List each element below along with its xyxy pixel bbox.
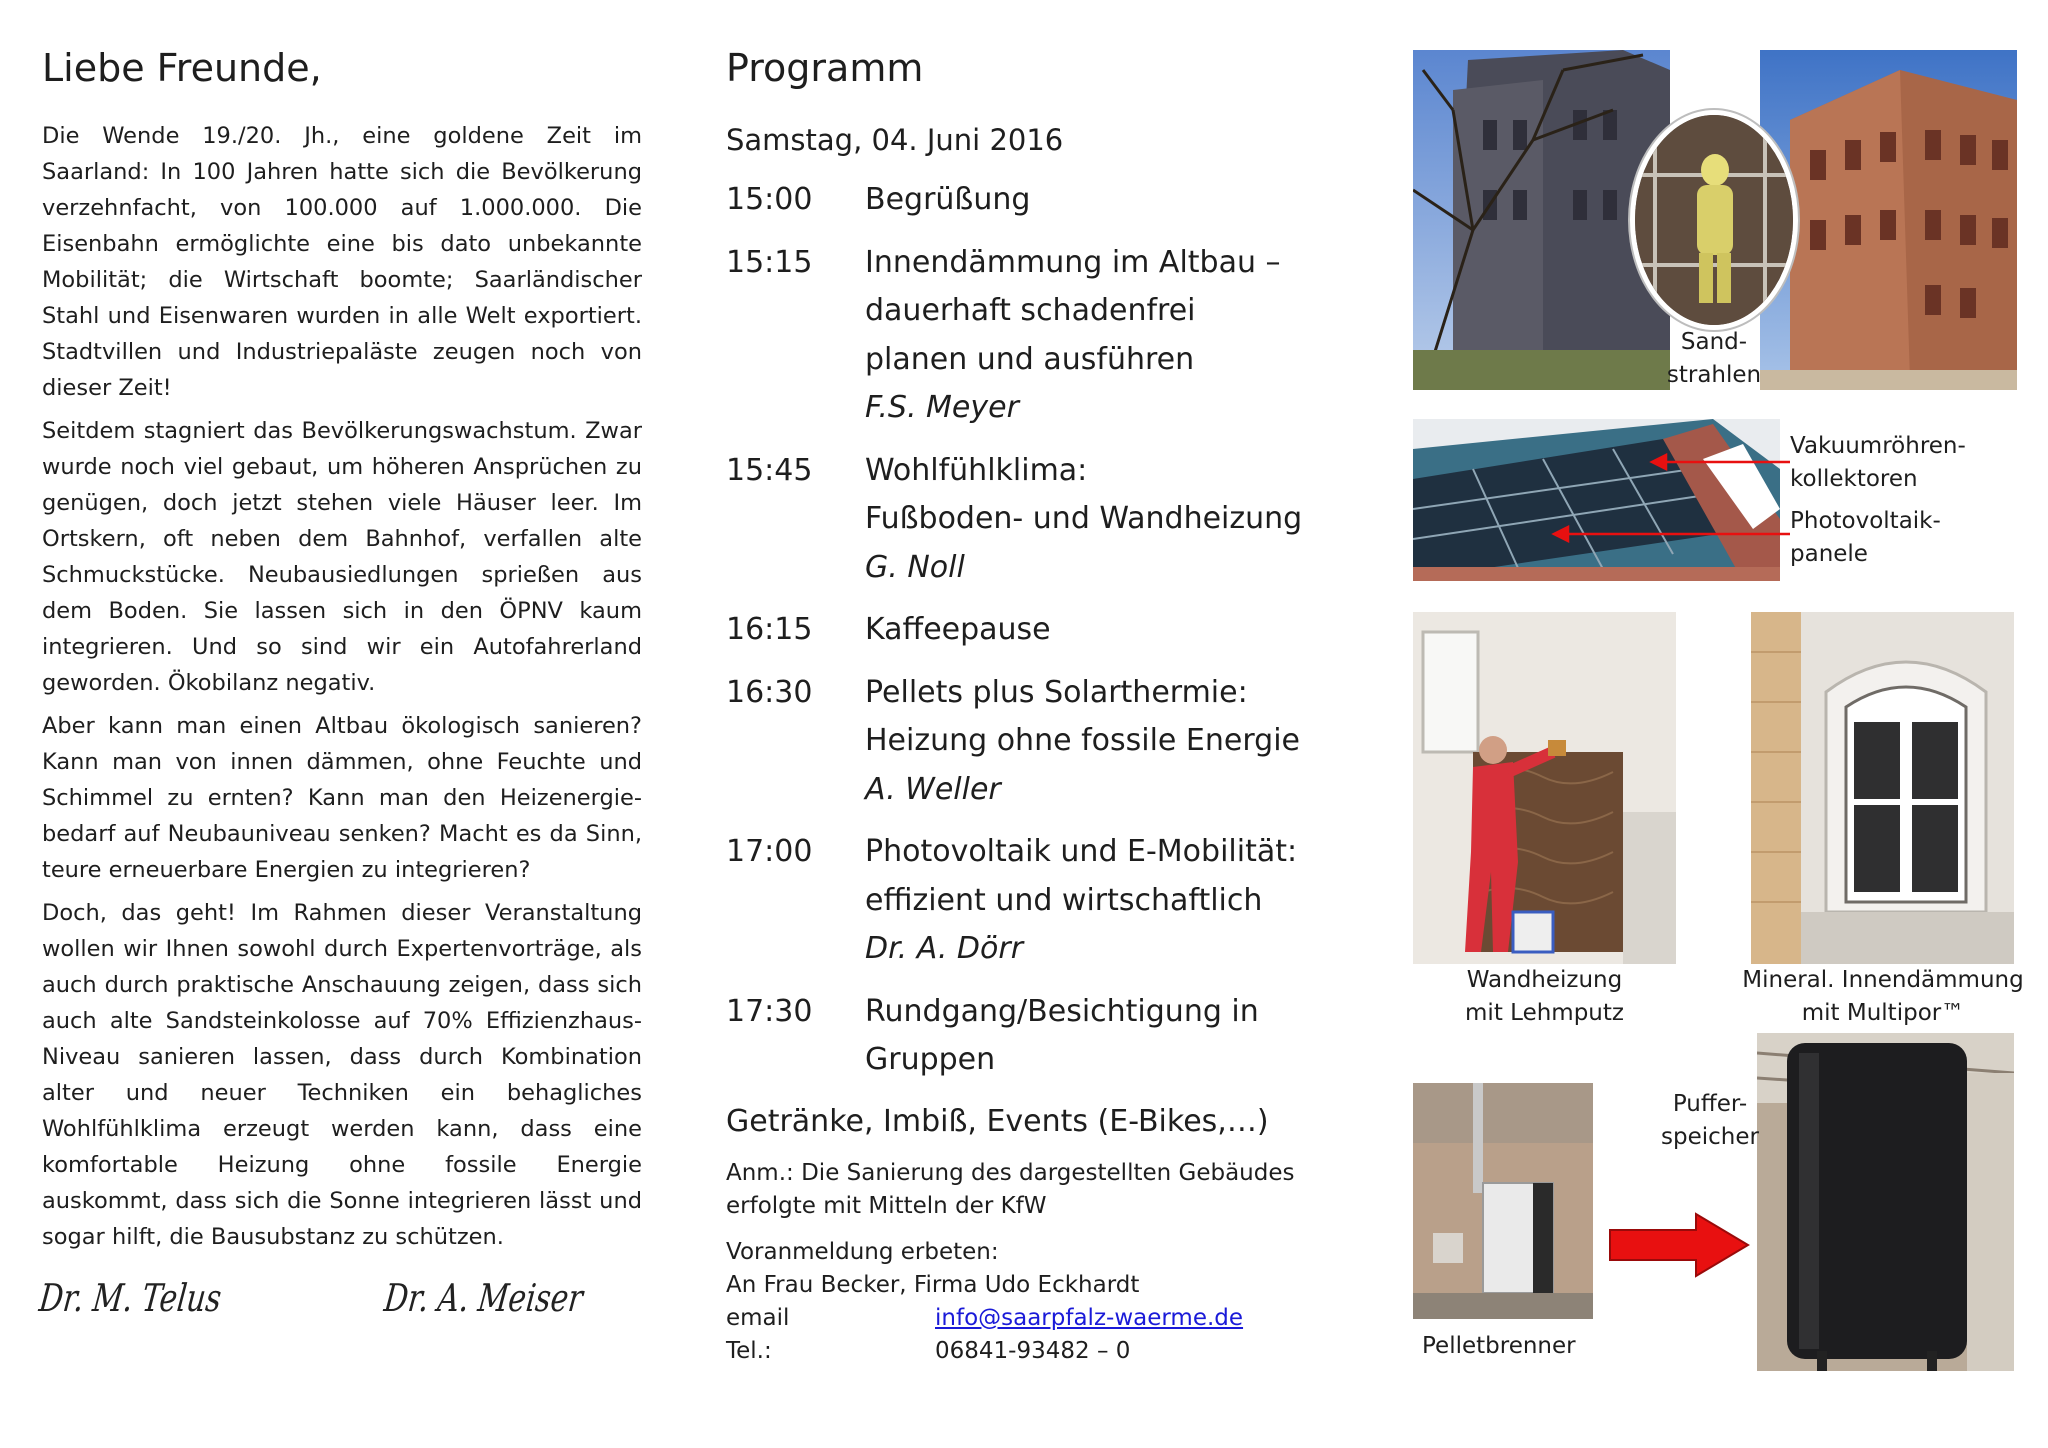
solar-pointer-arrows — [1540, 448, 1790, 548]
note-line: erfolgte mit Mitteln der KfW — [726, 1193, 1047, 1219]
collector-caption: Vakuumröhren- kollektoren — [1790, 433, 1966, 492]
program-extras: Getränke, Imbiß, Events (E-Bikes,…) — [726, 1104, 1269, 1139]
schedule-item — [726, 988, 1326, 1085]
schedule-time: 16:30 — [726, 674, 813, 710]
interior-insulation-photo — [1751, 612, 2014, 964]
talk-speaker: G. Noll — [865, 549, 965, 585]
talk-title: Fußboden- und Wandheizung — [865, 501, 1303, 536]
registration-heading: Voranmeldung erbeten: — [726, 1239, 999, 1265]
letter-body — [42, 118, 642, 1262]
talk-title: Gruppen — [865, 1042, 996, 1077]
talk-title: Wohlfühlklima: — [865, 452, 1088, 488]
letter-paragraph: Doch, das geht! Im Rahmen dieser Veranstaltung wollen wir Ihnen sowohl durch Expertenvorträge, als auch durch praktische Anschauung zeigen, dass sich auch alte Sandsteinkolosse auf 70% Effizienzhaus-Niveau sanieren lassen, dass durch Kombination alter und neuer Techniken ein behagliches Wohlfühlklima erzeugt werden kann, dass eine komfortable Heizung ohne fossile Energie auskommt, dass sich die Sonne integrieren lässt und sogar hilft, die Bausubstanz zu schützen. — [42, 900, 642, 1250]
signature-meiser: Dr. A. Meiser — [382, 1276, 586, 1320]
talk-title: Rundgang/Besichtigung in — [865, 993, 1259, 1029]
schedule-time: 16:15 — [726, 612, 813, 647]
talk-title: dauerhaft schadenfrei — [865, 293, 1196, 328]
schedule-time: 17:30 — [726, 993, 813, 1029]
wall-heating-photo — [1413, 612, 1676, 964]
sandblasting-caption: Sand- strahlen — [1666, 329, 1762, 388]
schedule-item — [726, 606, 1326, 655]
program-title: Programm — [726, 46, 924, 90]
sandblasting-inset-photo — [1630, 110, 1798, 330]
pellet-burner-photo — [1413, 1083, 1593, 1319]
talk-speaker: F.S. Meyer — [865, 390, 1019, 425]
talk-title: Innendämmung im Altbau – — [865, 244, 1281, 280]
letter-paragraph: Die Wende 19./20. Jh., eine goldene Zeit im Saarland: In 100 Jahren hatte sich die Bevölkerung verzehnfacht, von 100.000 auf 1.000.000. Die Eisenbahn ermöglichte eine bis dato unbekannte Mobilität; die Wirtschaft boomte; Saarländischer Stahl und Eisenwaren wurden in alle Welt exportiert. Stadtvillen und Industriepaläste zeugen noch von dieser Zeit! — [42, 123, 642, 401]
schedule-time: 17:00 — [726, 834, 813, 869]
funding-note — [726, 1157, 1346, 1223]
phone-number: 06841-93482 – 0 — [935, 1338, 1131, 1364]
arrow-right-icon — [1608, 1212, 1750, 1278]
schedule-time: 15:45 — [726, 452, 813, 488]
talk-title: effizient und wirtschaftlich — [865, 882, 1263, 918]
letter-paragraph: Seitdem stagniert das Bevölkerungswachstum. Zwar wurde noch viel gebaut, um höheren Ansprüchen zu genügen, doch jetzt stehen viele Häuser leer. Im Ortskern, oft neben dem Bahnhof, verfallen alte Schmuckstücke. Neubausiedlungen sprießen aus dem Boden. Sie lassen sich in den ÖPNV kaum integrieren. Und so sind wir ein Autofahrerland geworden. Ökobilanz negativ. — [42, 418, 642, 696]
talk-title: Heizung ohne fossile Energie — [865, 723, 1300, 758]
registration-recipient: An Frau Becker, Firma Udo Eckhardt — [726, 1272, 1140, 1298]
schedule-item — [726, 828, 1326, 974]
talk-title: Pellets plus Solarthermie: — [865, 674, 1248, 710]
schedule-item — [726, 176, 1326, 225]
buffer-tank-caption: Puffer- speicher — [1661, 1091, 1759, 1150]
buffer-tank-photo — [1757, 1033, 2014, 1371]
letter-title: Liebe Freunde, — [42, 46, 322, 90]
program-date: Samstag, 04. Juni 2016 — [726, 123, 1064, 157]
schedule-item — [726, 669, 1326, 815]
schedule-time: 15:15 — [726, 244, 813, 280]
phone-label: Tel.: — [726, 1338, 772, 1364]
pellet-burner-caption: Pelletbrenner — [1422, 1333, 1576, 1359]
program-schedule — [726, 176, 1326, 1099]
schedule-time: 15:00 — [726, 182, 813, 217]
talk-title: Kaffeepause — [865, 612, 1051, 647]
talk-title: Photovoltaik und E-Mobilität: — [865, 834, 1298, 869]
wall-heating-caption: Wandheizung mit Lehmputz — [1465, 967, 1624, 1026]
note-line: Anm.: Die Sanierung des dargestellten Gebäudes — [726, 1160, 1295, 1186]
talk-speaker: A. Weller — [865, 771, 1001, 807]
talk-speaker: Dr. A. Dörr — [865, 931, 1024, 966]
email-link[interactable]: info@saarpfalz-waerme.de — [935, 1305, 1244, 1331]
letter-paragraph: Aber kann man einen Altbau ökologisch sanieren? Kann man von innen dämmen, ohne Feuchte und Schimmel zu ernten? Kann man den Heizenergiebedarf auf Neubauniveau senken? Macht es da Sinn, teure erneuerbare Energien zu integrieren? — [42, 713, 642, 883]
schedule-item — [726, 447, 1326, 593]
insulation-caption: Mineral. Innendämmung mit Multipor™ — [1742, 967, 2024, 1026]
talk-title: Begrüßung — [865, 182, 1031, 217]
building-after-photo — [1760, 50, 2017, 390]
registration-block — [726, 1236, 1346, 1368]
pv-panel-caption: Photovoltaik- panele — [1790, 508, 1941, 567]
email-label: email — [726, 1305, 790, 1331]
talk-title: planen und ausführen — [865, 341, 1195, 377]
schedule-item — [726, 239, 1326, 433]
signature-telus: Dr. M. Telus — [37, 1276, 224, 1320]
